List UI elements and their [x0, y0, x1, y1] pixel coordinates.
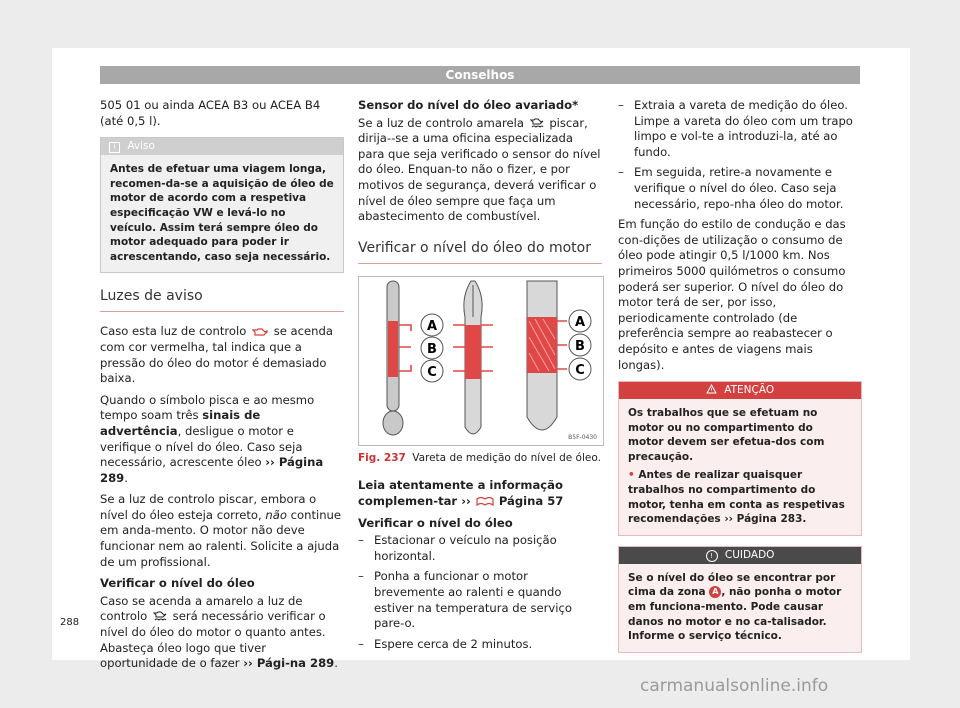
subheading-check-steps: Verificar o nível do óleo	[358, 515, 513, 530]
step-item: – Extraia a vareta de medição do óleo. Limpe a vareta do óleo com um trapo limpo e vol-te a introduzi-la, até ao fundo.	[618, 98, 862, 160]
caution-icon: !	[706, 550, 718, 562]
page-link-289b[interactable]: ›› Pági-na 289	[243, 656, 335, 671]
cuidado-header: ! CUIDADO	[619, 547, 861, 564]
section-title-verificar: Verificar o nível do óleo do motor	[358, 239, 602, 264]
svg-text:B: B	[575, 338, 585, 354]
column-right	[618, 98, 862, 663]
aviso-box	[100, 137, 344, 273]
label-c-right	[569, 358, 591, 380]
oil-level-icon	[153, 611, 167, 621]
step-item: – Em seguida, retire-a novamente e verifique o nível do óleo. Caso seja necessário, repo-nha óleo do motor.	[618, 165, 862, 212]
figure-dipstick	[358, 276, 604, 446]
book-arrow-icon	[475, 495, 495, 507]
paragraph-correct-level: Se a luz de controlo piscar, embora o nível do óleo esteja correto, não continue em anda-mento. O motor não deve funcionar nem ao ralenti. Solicite a ajuda de um profissional.	[100, 492, 342, 569]
svg-text:B: B	[427, 341, 437, 357]
label-b-left	[421, 337, 443, 359]
lead-read-info: Leia atentamente a informação complemen-tar ›› Página 57	[358, 478, 564, 508]
svg-text:C: C	[575, 362, 585, 378]
atencao-bullet: • Antes de realizar quaisquer trabalhos no compartimento do motor, tenha em conta as respetivas recomendações ›› Página 283.	[628, 469, 845, 526]
subheading-sensor: Sensor do nível do óleo avariado*	[358, 98, 579, 112]
step-item: – Ponha a funcionar o motor brevemente ao ralenti e quando estiver na temperatura de serviço pare-o.	[358, 569, 602, 631]
page-header: Conselhos	[100, 66, 860, 84]
atencao-box	[618, 381, 862, 536]
step-item: – Espere cerca de 2 minutos.	[358, 637, 602, 653]
paragraph-blinking: Quando o símbolo pisca e ao mesmo tempo soam três sinais de advertência, desligue o motor e verifique o nível do óleo. Caso seja necessário, acrescente óleo ›› Página 289.	[100, 392, 324, 485]
page-link-57[interactable]: Página 57	[498, 493, 564, 508]
aviso-header	[101, 138, 343, 155]
atencao-line1: Os trabalhos que se efetuam no motor ou no compartimento do motor devem ser efetua-dos com precaução.	[628, 407, 825, 463]
label-c-left	[421, 360, 443, 382]
paragraph-consumption: Em função do estilo de condução e das con-dições de utilização o consumo de óleo pode atingir 0,5 l/1000 km. Nos primeiros 5000 quilómetros o consumo poderá ser superior. O nível do óleo do motor terá de ser, por isso, periodicamente controlado (de preferência sempre ao reabastecer o depósito e antes de viagens mais longas).	[618, 217, 846, 372]
warning-triangle-icon	[706, 384, 717, 394]
label-a-left	[421, 314, 443, 336]
atencao-header: ATENÇÃO	[619, 382, 861, 399]
cuidado-box	[618, 546, 862, 653]
label-a-right	[569, 310, 591, 332]
atencao-body	[619, 399, 861, 535]
marker-a: A	[709, 586, 721, 598]
section-title-luzes: Luzes de aviso	[100, 287, 344, 312]
column-left	[100, 98, 344, 678]
paragraph-sensor: Se a luz de controlo amarela piscar, dirija--se a uma oficina especializada para que seja verificado o sensor do nível do óleo. Enquan-to não o fizer, e por motivos de segurança, deverá verificar o nível de óleo sempre que faça um abastecimento de combustível.	[358, 115, 601, 224]
page-link-283[interactable]: ›› Página 283.	[724, 513, 807, 526]
watermark: carmanualsonline.info	[640, 676, 829, 696]
subheading-check-level: Verificar o nível do óleo	[100, 576, 255, 591]
svg-text:A: A	[426, 318, 438, 334]
step-item: – Estacionar o veículo na posição horizontal.	[358, 533, 602, 564]
column-middle	[358, 98, 602, 657]
dipstick-illustration	[359, 277, 603, 445]
page-link-289[interactable]: ›› Página 289	[100, 455, 324, 485]
aviso-title: Aviso	[127, 140, 155, 153]
oil-level-icon	[530, 118, 544, 128]
aviso-text: Antes de efetuar uma viagem longa, recomen-da-se a aquisição de óleo de motor de acordo com a respetiva especificação VW e levá-lo no veículo. Assim terá sempre óleo do motor adequado para poder ir acrescentando, caso seja necessário.	[110, 163, 334, 263]
figure-code: B5F-0430	[568, 433, 597, 441]
paragraph-yellow-light: Caso se acenda a amarelo a luz de controlo será necessário verificar o nível do óleo do motor o quanto antes. Abasteça óleo logo que tiver oportunidade de o fazer ›› Pági-na 289.	[100, 593, 338, 671]
info-icon: i	[109, 142, 120, 153]
cuidado-body: Se o nível do óleo se encontrar por cima da zona A , não ponha o motor em funciona-mento. Pode causar danos no motor e no ca-talisador. Informe o serviço técnico.	[628, 571, 842, 643]
paragraph-red-light: Caso esta luz de controlo se acenda com cor vermelha, tal indica que a pressão do óleo do motor é demasiado baixa.	[100, 324, 333, 386]
label-b-right	[569, 334, 591, 356]
page-number: 288	[60, 617, 80, 628]
svg-text:C: C	[427, 364, 437, 380]
svg-text:A: A	[574, 314, 586, 330]
oil-can-icon	[252, 327, 268, 336]
oil-spec-text: 505 01 ou ainda ACEA B3 ou ACEA B4 (até 0,5 l).	[100, 98, 321, 128]
figure-caption: Fig. 237 Vareta de medição do nível de óleo.	[358, 451, 601, 464]
